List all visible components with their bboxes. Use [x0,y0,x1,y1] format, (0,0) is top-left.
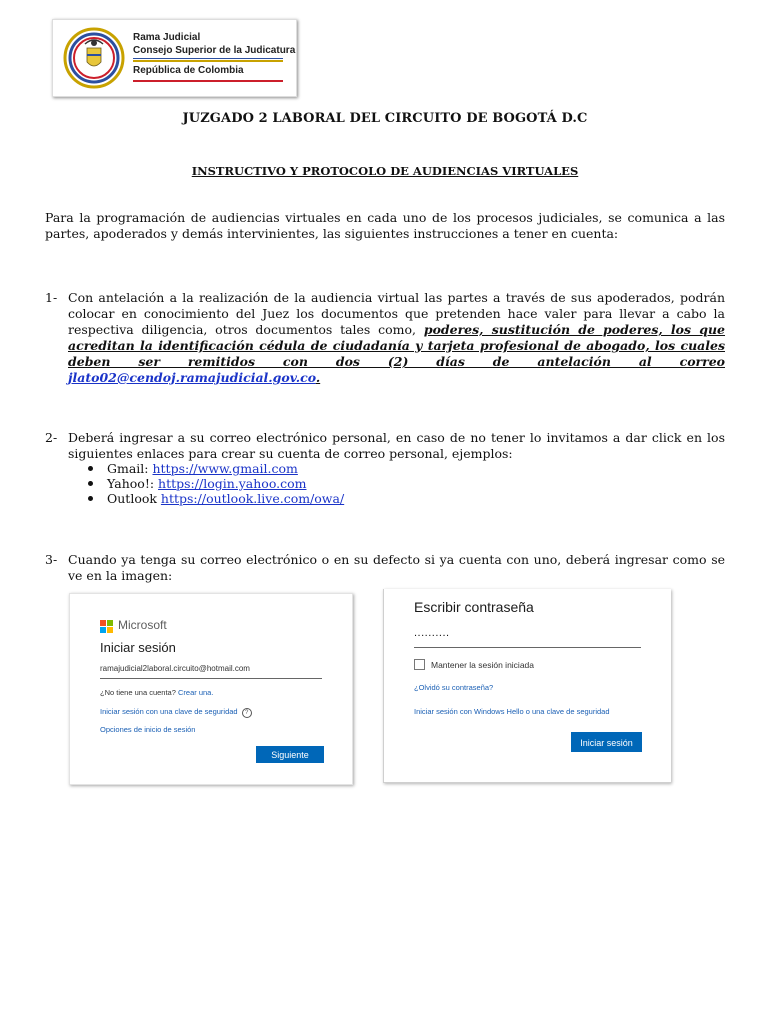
list-item [88,461,298,477]
logo-rule [133,60,283,62]
bullet-icon [88,466,93,471]
password-screenshot [383,589,671,783]
intro-paragraph: Para la programación de audiencias virtuales en cada uno de los procesos judiciales, se comunica a las partes, apoderados y demás intervinientes, las siguientes instrucciones a tener en cuenta: [45,210,725,241]
yahoo-link[interactable]: https://login.yahoo.com [158,476,307,491]
signin-button[interactable]: Iniciar sesión [571,732,642,752]
item-text: Deberá ingresar a su correo electrónico personal, en caso de no tener lo invitamos a dar click en los siguientes enlaces para crear su cuenta de correo personal, ejemplos: [68,430,725,461]
microsoft-brand: Microsoft [118,618,167,632]
outlook-link[interactable]: https://outlook.live.com/owa/ [160,491,345,506]
item-text: Cuando ya tenga su correo electrónico o en su defecto si ya cuenta con uno, deberá ingresar como se ve en la imagen: [68,552,725,583]
coat-of-arms-icon [61,26,127,90]
logo-rule [133,58,283,59]
forgot-password-link[interactable]: ¿Olvidó su contraseña? [414,683,494,692]
no-account-label: ¿No tiene una cuenta? [100,688,178,697]
security-key-label: Iniciar sesión con una clave de seguridad [100,707,238,716]
required-documents-text: poderes, sustitución de poderes, los que acreditan la identificación cédula de ciudadanía y tarjeta profesional de abogado, los cuales deben ser remitidos con dos (2) días de antelación al correo [68,322,726,369]
document-subtitle: INSTRUCTIVO Y PROTOCOLO DE AUDIENCIAS VIRTUALES [191,164,579,178]
link-label: Outlook [107,491,161,506]
password-field[interactable]: .......... [414,627,450,639]
item-text: Con antelación a la realización de la audiencia virtual las partes a través de sus apoderados, podrán colocar en conocimiento del Juez los documentos que pretenden hace valer para llevar a cabo la respectiva diligencia, otros documentos tales como, [68,290,725,337]
logo-line-1: Rama Judicial [133,32,201,43]
password-heading: Escribir contraseña [414,599,534,615]
windows-hello-link[interactable]: Iniciar sesión con Windows Hello o una clave de seguridad [414,707,610,716]
next-button[interactable]: Siguiente [256,746,324,763]
signin-options-link[interactable]: Opciones de inicio de sesión [100,725,196,734]
security-key-link[interactable] [100,707,252,718]
create-account-link[interactable]: Crear una. [177,688,214,697]
logo-line-2: Consejo Superior de la Judicatura [133,45,296,56]
logo-rule [133,80,283,82]
keep-signed-in-checkbox[interactable] [414,659,425,670]
bullet-icon [88,481,93,486]
item-number: 1- [45,290,58,305]
email-underline [100,678,322,679]
item-number: 3- [45,552,58,567]
bullet-icon [88,496,93,501]
page-title: JUZGADO 2 LABORAL DEL CIRCUITO DE BOGOTÁ D.C [182,111,588,126]
institution-logo [52,19,297,97]
link-label: Gmail: [107,461,153,476]
item-number: 2- [45,430,58,445]
logo-line-3: República de Colombia [133,65,244,76]
no-account-text [100,688,213,697]
microsoft-logo-icon [100,620,113,633]
password-underline [414,647,641,648]
signin-heading: Iniciar sesión [100,640,176,655]
item-end: . [315,370,321,385]
list-item [88,476,307,492]
email-field[interactable]: ramajudicial2laboral.circuito@hotmail.com [100,664,250,673]
list-item [68,290,725,386]
keep-signed-in-label: Mantener la sesión iniciada [431,660,535,670]
signin-screenshot [69,593,353,785]
list-item [88,491,344,507]
court-email-link[interactable]: jlato02@cendoj.ramajudicial.gov.co [68,370,316,385]
link-label: Yahoo!: [107,476,159,491]
gmail-link[interactable]: https://www.gmail.com [152,461,298,476]
help-icon: ? [242,708,252,718]
